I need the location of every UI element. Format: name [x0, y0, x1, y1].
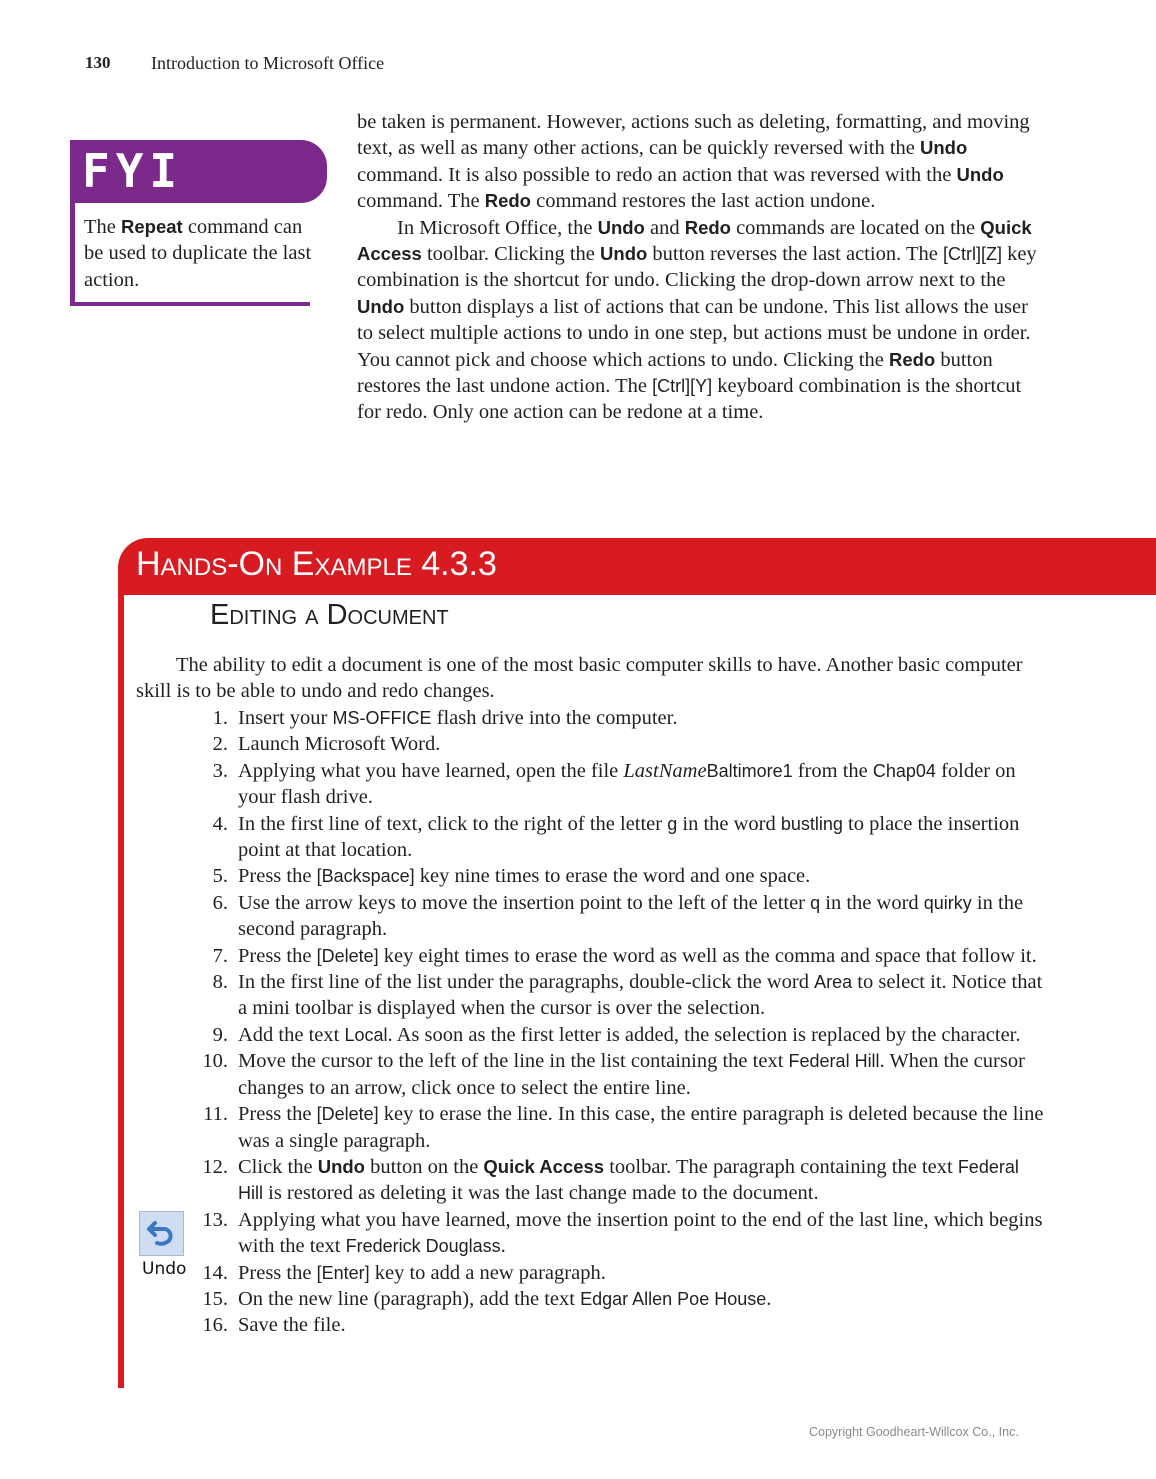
- ui-text: Baltimore1: [706, 760, 793, 781]
- ui-text: Area: [814, 972, 853, 993]
- step-number: 2.: [212, 733, 228, 756]
- text-run: Save the file.: [238, 1314, 346, 1337]
- step-text: [238, 813, 1019, 861]
- ui-term: Undo: [956, 163, 1004, 185]
- page-number: 130: [85, 53, 111, 72]
- text-run: flash drive into the computer.: [431, 707, 678, 729]
- text-run: command restores the last action undone.: [530, 190, 876, 213]
- paragraph: [357, 109, 1037, 215]
- step-number: 9.: [212, 1023, 228, 1046]
- ui-text: [Backspace]: [316, 866, 415, 887]
- text-run: In Microsoft Office, the: [397, 216, 598, 239]
- text-run: Applying what you have learned, move the insertion point to the end of the last line, which begins with the text: [238, 1208, 1043, 1258]
- step-text: [238, 1288, 771, 1310]
- step-number: 12.: [202, 1155, 228, 1178]
- fyi-label: FYI: [82, 144, 184, 198]
- text-run: . When the cursor changes to an arrow, click once to select the entire line.: [238, 1050, 1025, 1099]
- text-run: keyboard combination is the shortcut for redo. Only one action can be redone at a time.: [357, 375, 1022, 424]
- ui-text: [Delete]: [316, 945, 379, 966]
- example-side-bar: [118, 590, 124, 1388]
- ui-text: Frederick Douglass: [345, 1236, 501, 1257]
- step-text: [238, 1262, 606, 1284]
- ui-term: Quick Access: [483, 1155, 605, 1177]
- text-run: The: [84, 216, 121, 238]
- step-item: [196, 1260, 1046, 1286]
- step-text: [238, 892, 1023, 940]
- step-number: 5.: [212, 865, 228, 888]
- text-run: to select it. Notice that a mini toolbar is displayed when the cursor is over the selection.: [238, 971, 1043, 1020]
- undo-arrow-icon: [140, 1212, 183, 1255]
- text-run: Use the arrow keys to move the insertion point to the left of the letter: [238, 891, 811, 914]
- step-text: [238, 707, 677, 729]
- step-item: [196, 1022, 1046, 1048]
- steps-list: [196, 705, 1046, 1339]
- text-run: In the first line of the list under the paragraphs, double-click the word: [238, 971, 815, 994]
- step-item: [196, 1286, 1046, 1312]
- example-intro: [136, 652, 1036, 705]
- text-run: button displays a list of actions that can be undone. This list allows the user to select multiple actions to undo in one step, but actions must be undone in order. You cannot pick and choose which actions to undo. Clicking the: [357, 295, 1031, 371]
- step-number: 6.: [212, 891, 228, 914]
- text-run: Press the: [238, 865, 317, 888]
- step-text: [238, 945, 1037, 967]
- fyi-text: [84, 214, 319, 293]
- text-run: to place the insertion point at that location.: [238, 812, 1020, 862]
- copyright: Copyright Goodheart-Willcox Co., Inc.: [809, 1425, 1019, 1439]
- ui-term: Undo: [920, 137, 968, 159]
- text-run: button on the: [364, 1155, 484, 1178]
- body-column: [357, 109, 1037, 426]
- text-run: command. The: [357, 190, 485, 213]
- ui-text: q: [810, 892, 821, 913]
- step-text: [238, 1209, 1042, 1257]
- step-number: 15.: [202, 1287, 228, 1310]
- step-number: 10.: [202, 1050, 228, 1073]
- ui-term: Quick Access: [357, 216, 1032, 265]
- ui-text: MS-OFFICE: [332, 708, 432, 728]
- text-run: The ability to edit a document is one of the most basic computer skills to have. Another basic computer skill is to be able to undo and redo changes.: [136, 654, 1023, 703]
- step-item: [196, 969, 1046, 1022]
- step-text: [238, 1156, 1019, 1204]
- step-number: 1.: [212, 707, 228, 729]
- step-text: [238, 1314, 346, 1336]
- text-run: Press the: [238, 944, 317, 967]
- step-item: [196, 1154, 1046, 1207]
- ui-text: g: [667, 813, 678, 834]
- ui-term: Redo: [684, 216, 731, 238]
- text-run: from the: [792, 759, 873, 782]
- step-item: [196, 758, 1046, 811]
- step-text: [238, 865, 810, 887]
- text-run: key to add a new paragraph.: [369, 1261, 606, 1284]
- text-run: key nine times to erase the word and one space.: [414, 865, 811, 888]
- step-item: [196, 863, 1046, 889]
- undo-button-illustration: [139, 1211, 184, 1256]
- text-run: Press the: [238, 1103, 317, 1126]
- ui-text: Federal Hill: [788, 1051, 880, 1072]
- ui-text: bustling: [780, 813, 843, 834]
- step-number: 4.: [212, 812, 228, 835]
- text-run: .: [766, 1287, 772, 1310]
- step-number: 7.: [212, 944, 228, 967]
- text-run: Insert your: [238, 707, 333, 729]
- step-text: [238, 1024, 1021, 1046]
- step-text: [238, 1103, 1043, 1151]
- ui-text: [Ctrl][Z]: [942, 244, 1002, 265]
- text-run: key to erase the line. In this case, the entire paragraph is deleted because the line was a single paragraph.: [238, 1103, 1044, 1152]
- text-run: is restored as deleting it was the last change made to the document.: [263, 1182, 819, 1205]
- step-text: [238, 760, 1016, 808]
- text-run: in the second paragraph.: [238, 891, 1024, 941]
- text-run: Press the: [238, 1261, 317, 1284]
- text-run: command. It is also possible to redo an action that was reversed with the: [357, 163, 957, 186]
- ui-term: Undo: [597, 216, 645, 238]
- ui-text: [Ctrl][Y]: [652, 376, 713, 397]
- ui-text: Chap04: [872, 760, 936, 781]
- italic-text: LastName: [623, 759, 707, 782]
- example-title: Hands-On Example 4.3.3: [136, 545, 497, 583]
- ui-term: Redo: [484, 190, 531, 212]
- ui-term: Undo: [317, 1155, 365, 1177]
- ui-text: Federal Hill: [238, 1156, 1019, 1204]
- step-item: [196, 890, 1046, 943]
- ui-text: [Delete]: [316, 1104, 379, 1125]
- text-run: Click the: [238, 1155, 318, 1178]
- ui-text: Edgar Allen Poe House: [580, 1288, 767, 1309]
- text-run: . As soon as the first letter is added, the selection is replaced by the character.: [387, 1023, 1021, 1046]
- text-run: key combination is the shortcut for undo. Clicking the drop-down arrow next to the: [357, 243, 1037, 292]
- step-item: [196, 705, 1046, 731]
- ui-term: Undo: [600, 243, 648, 265]
- running-title: Introduction to Microsoft Office: [151, 53, 385, 73]
- ui-term: Redo: [888, 348, 936, 370]
- ui-term: Undo: [357, 295, 405, 317]
- text-run: key eight times to erase the word as well as the comma and space that follow it.: [378, 944, 1037, 967]
- text-run: .: [500, 1235, 506, 1258]
- step-text: [238, 971, 1042, 1019]
- ui-text: Local: [344, 1024, 388, 1045]
- step-number: 3.: [212, 759, 228, 782]
- step-item: [196, 731, 1046, 757]
- text-run: in the word: [677, 812, 781, 835]
- fyi-border-left: [70, 203, 75, 306]
- text-run: commands are located on the: [730, 216, 981, 239]
- step-number: 14.: [202, 1261, 228, 1284]
- step-item: [196, 1312, 1046, 1338]
- text-run: command can be used to duplicate the last action.: [84, 216, 312, 291]
- undo-label: Undo: [142, 1259, 187, 1279]
- step-number: 13.: [202, 1208, 228, 1231]
- ui-text: [Enter]: [316, 1262, 370, 1283]
- step-item: [196, 943, 1046, 969]
- step-number: 11.: [203, 1103, 228, 1126]
- ui-term: Repeat: [121, 216, 183, 237]
- text-run: toolbar. The paragraph containing the text: [604, 1155, 958, 1178]
- step-item: [196, 1048, 1046, 1101]
- text-run: be taken is permanent. However, actions such as deleting, formatting, and moving text, as well as many other actions, can be quickly reversed with the: [357, 111, 1030, 160]
- text-run: Add the text: [238, 1023, 345, 1046]
- fyi-border-bottom: [70, 302, 310, 306]
- step-item: [196, 811, 1046, 864]
- text-run: and: [644, 216, 685, 239]
- ui-text: quirky: [923, 892, 972, 913]
- text-run: Move the cursor to the left of the line in the list containing the text: [238, 1050, 789, 1073]
- text-run: On the new line (paragraph), add the text: [238, 1287, 581, 1310]
- text-run: button reverses the last action. The: [647, 243, 943, 266]
- paragraph: [357, 215, 1037, 426]
- step-text: [238, 733, 440, 755]
- text-run: In the first line of text, click to the right of the letter: [238, 812, 668, 835]
- text-run: toolbar. Clicking the: [421, 243, 601, 266]
- text-run: folder on your flash drive.: [238, 759, 1016, 809]
- step-item: [196, 1101, 1046, 1154]
- example-subtitle: Editing a Document: [210, 599, 449, 631]
- text-run: in the word: [820, 891, 924, 914]
- text-run: button restores the last undone action. The: [357, 348, 993, 398]
- step-number: 16.: [202, 1314, 228, 1337]
- step-number: 8.: [212, 971, 228, 994]
- text-run: Launch Microsoft Word.: [238, 733, 441, 756]
- step-item: [196, 1207, 1046, 1260]
- step-text: [238, 1050, 1025, 1098]
- text-run: Applying what you have learned, open the file: [238, 759, 624, 782]
